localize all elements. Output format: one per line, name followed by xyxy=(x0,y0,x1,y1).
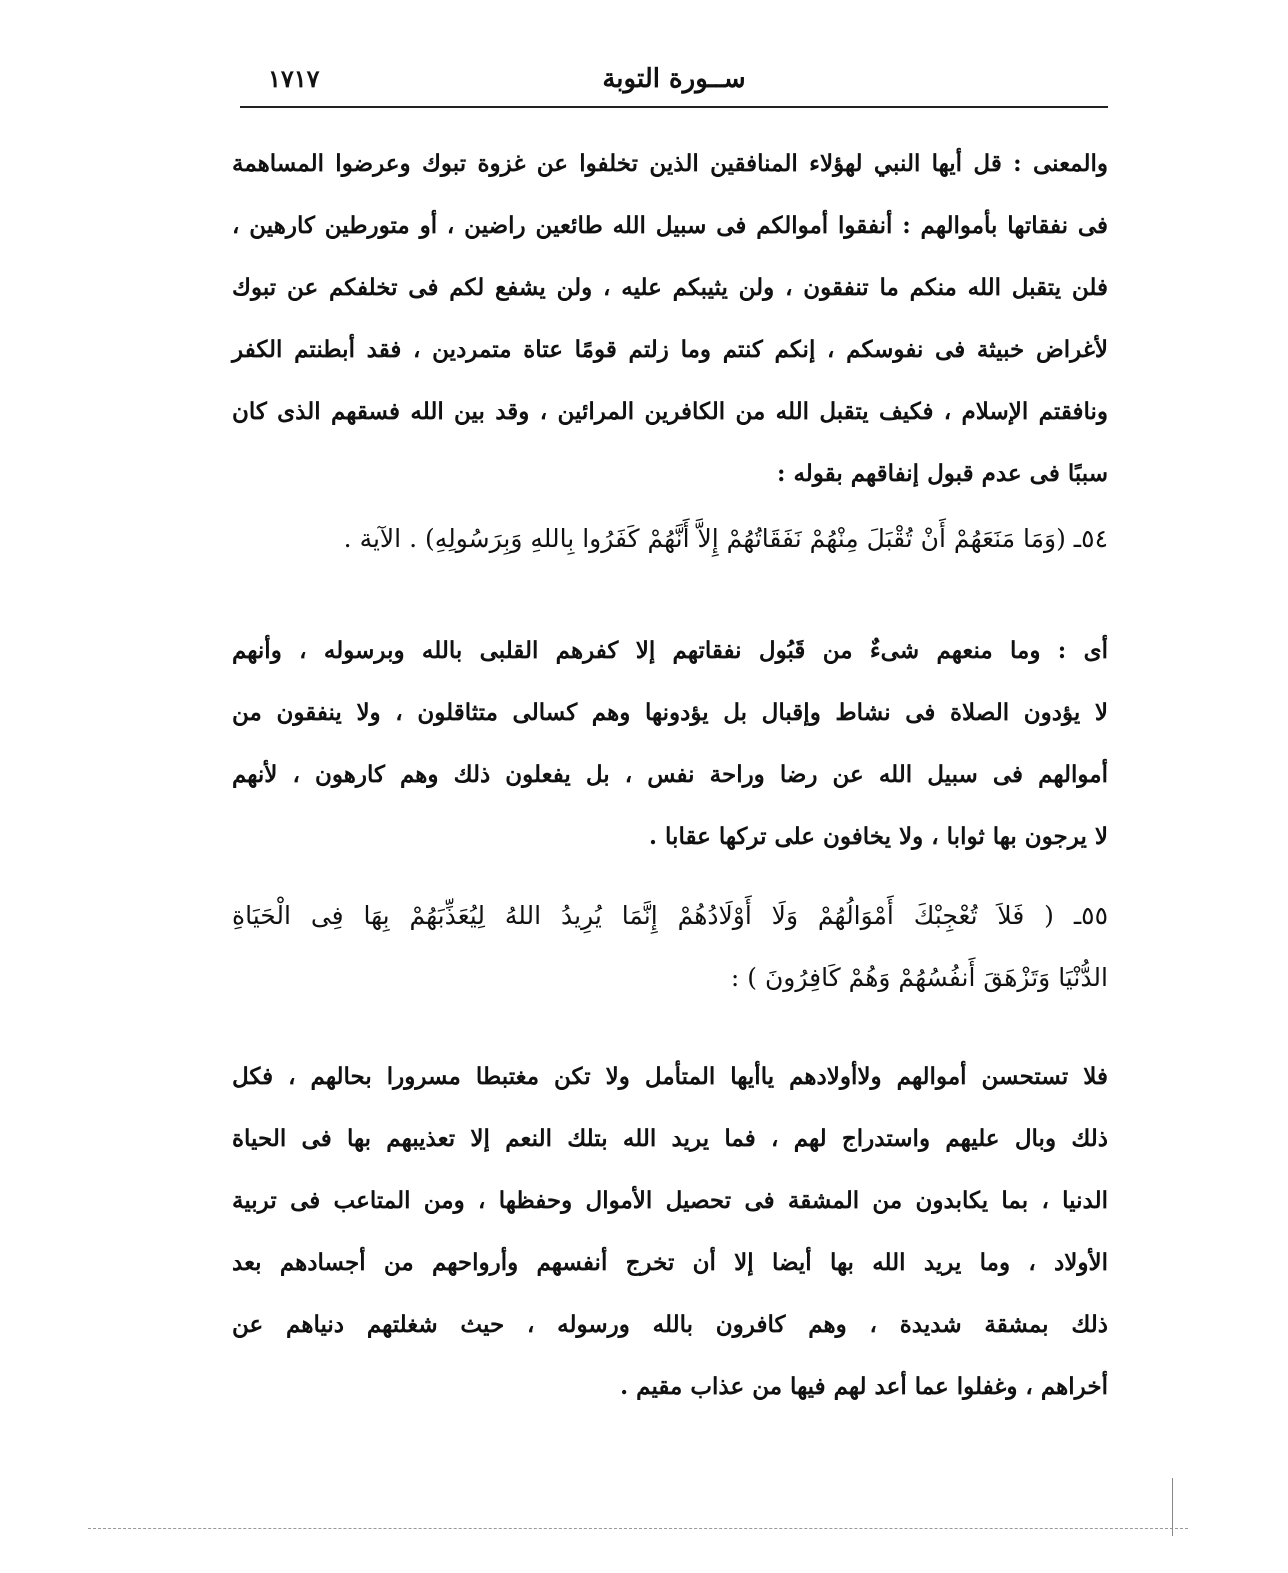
scan-margin-mark xyxy=(1172,1478,1173,1536)
text-line: فلا تستحسن أموالهم ولاأولادهم ياأيها المتأمل ولا تكن مغتبطا مسرورا بحالهم ، فكل xyxy=(232,1063,1108,1090)
commentary-paragraph-1 xyxy=(232,133,1108,505)
text-line: ونافقتم الإسلام ، فكيف يتقبل الله من الكافرين المرائين ، وقد بين الله فسقهم الذى كان xyxy=(232,398,1108,425)
text-line: سببًا فى عدم قبول إنفاقهم بقوله : xyxy=(776,460,1108,487)
text-line: الدنيا ، بما يكابدون من المشقة فى تحصيل الأموال وحفظها ، ومن المتاعب فى تربية xyxy=(232,1187,1108,1214)
text-line: لأغراض خبيثة فى نفوسكم ، إنكم كنتم وما زلتم قومًا عتاة متمردين ، فقد أبطنتم الكفر xyxy=(232,336,1108,363)
commentary-paragraph-3 xyxy=(232,1046,1108,1418)
page-header xyxy=(240,58,1108,108)
commentary-paragraph-2 xyxy=(232,620,1108,868)
text-line: أخراهم ، وغفلوا عما أعد لهم فيها من عذاب مقيم . xyxy=(620,1373,1108,1400)
verse-line: الدُّنْيَا وَتَزْهَقَ أَنفُسُهُمْ وَهُمْ كَافِرُونَ ) : xyxy=(730,963,1108,992)
verse-line: ٥٤ـ (وَمَا مَنَعَهُمْ أَنْ تُقْبَلَ مِنْهُمْ نَفَقَاتُهُمْ إِلاَّ أَنَّهُمْ كَفَرُوا بِاللهِ وَبِرَسُولِهِ) . الآية . xyxy=(343,524,1108,553)
text-line: أموالهم فى سبيل الله عن رضا وراحة نفس ، بل يفعلون ذلك وهم كارهون ، لأنهم xyxy=(232,761,1108,788)
text-line: لا يؤدون الصلاة فى نشاط وإقبال بل يؤدونها وهم كسالى متثاقلون ، ولا ينفقون من xyxy=(232,699,1108,726)
text-line: ذلك بمشقة شديدة ، وهم كافرون بالله ورسوله ، حيث شغلتهم دنياهم عن xyxy=(232,1311,1108,1338)
quran-verse-54 xyxy=(232,508,1108,570)
text-line: فى نفقاتها بأموالهم : أنفقوا أموالكم فى سبيل الله طائعين راضين ، أو متورطين كارهين ، xyxy=(232,212,1108,239)
text-line: ذلك وبال عليهم واستدراج لهم ، فما يريد الله بتلك النعم إلا تعذيبهم بها فى الحياة xyxy=(232,1125,1108,1152)
text-line: والمعنى : قل أيها النبي لهؤلاء المنافقين الذين تخلفوا عن غزوة تبوك وعرضوا المساهمة xyxy=(232,150,1108,177)
text-line: فلن يتقبل الله منكم ما تنفقون ، ولن يثيبكم عليه ، ولن يشفع لكم فى تخلفكم عن تبوك xyxy=(232,274,1108,301)
scan-bottom-edge xyxy=(88,1528,1188,1529)
verse-line: ٥٥ـ ( فَلاَ تُعْجِبْكَ أَمْوَالُهُمْ وَلَا أَوْلَادُهُمْ إِنَّمَا يُرِيدُ اللهُ لِيُعَذِّبَهُمْ بِهَا فِى الْحَيَاةِ xyxy=(232,901,1108,930)
text-line: أى : وما منعهم شىءٌ من قَبُول نفقاتهم إلا كفرهم القلبى بالله وبرسوله ، وأنهم xyxy=(232,637,1108,664)
text-line: لا يرجون بها ثوابا ، ولا يخافون على تركها عقابا . xyxy=(649,823,1108,850)
quran-verse-55 xyxy=(232,885,1108,1009)
surah-title: ســورة التوبة xyxy=(602,64,746,94)
text-line: الأولاد ، وما يريد الله بها أيضا إلا أن تخرج أنفسهم وأرواحهم من أجسادهم بعد xyxy=(232,1249,1108,1276)
page-number: ١٧١٧ xyxy=(268,64,320,93)
